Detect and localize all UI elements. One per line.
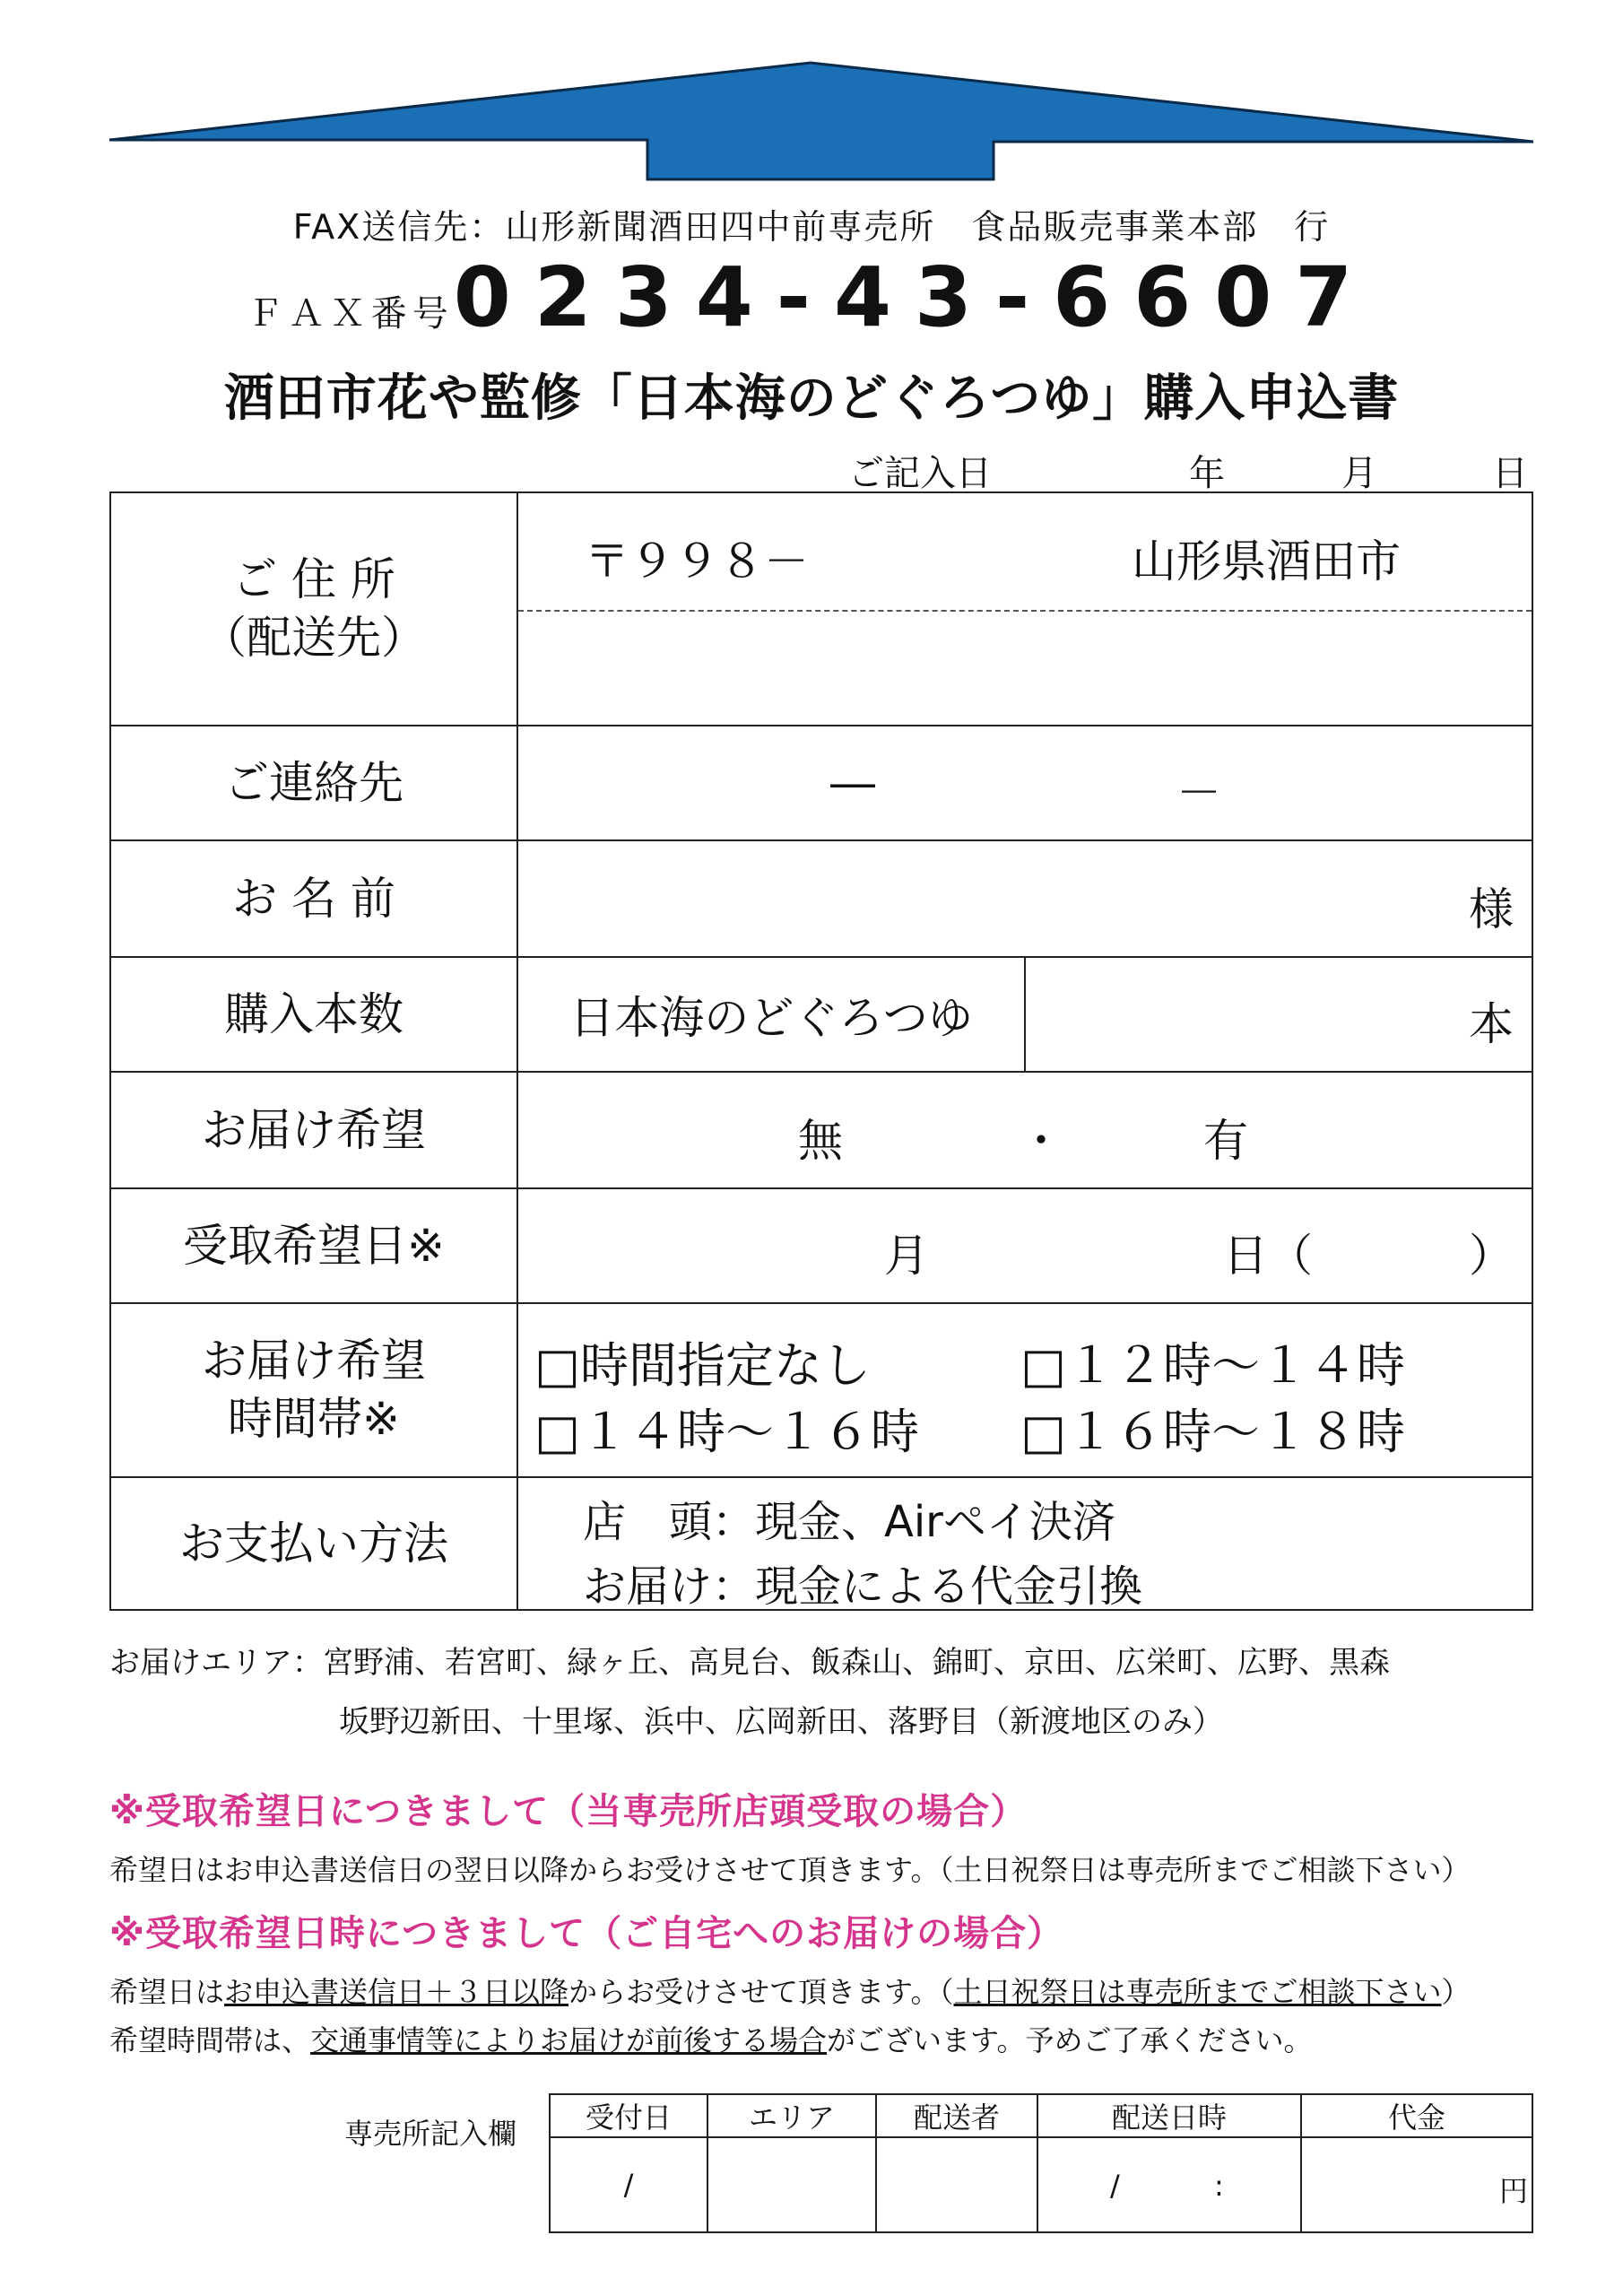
office-delivery-colon: :: [1214, 2169, 1224, 2203]
notice-text-time-a: 希望時間帯は、: [109, 2023, 311, 2057]
address-line-1[interactable]: [518, 493, 1532, 612]
office-delivery-slash: /: [1110, 2169, 1120, 2203]
quantity-unit: 本: [1469, 998, 1514, 1050]
delivery-separator: ・: [1019, 1115, 1063, 1167]
name-field[interactable]: [517, 840, 1532, 957]
fax-destination: FAX送信先：山形新聞酒田四中前専売所 食品販売事業本部 行: [292, 207, 1331, 247]
name-label: お 名 前: [110, 840, 517, 957]
date-year: 年: [1189, 453, 1225, 494]
quantity-label: 購入本数: [110, 957, 517, 1072]
office-price-field[interactable]: [1301, 2137, 1532, 2232]
notice-text-delivery-c: からお受けさせて頂きます。（: [568, 1975, 954, 2009]
address-label-line1: ご 住 所: [232, 553, 395, 605]
quantity-field[interactable]: [1025, 957, 1532, 1072]
office-delivery-datetime-field[interactable]: [1037, 2137, 1301, 2232]
payment-row: [110, 1477, 1532, 1610]
delivery-choice[interactable]: [517, 1072, 1532, 1188]
page-title: 酒田市花や監修「日本海のどぐろつゆ」購入申込書: [223, 370, 1400, 428]
office-header-delivery-datetime: 配送日時: [1037, 2094, 1301, 2137]
notice-text-delivery-e: ）: [1441, 1975, 1471, 2009]
contact-label: ご連絡先: [110, 726, 517, 840]
contact-row: [110, 726, 1532, 840]
application-form-table: [109, 491, 1533, 1611]
office-header-received-date: 受付日: [550, 2094, 707, 2137]
pickup-close-paren: ）: [1469, 1230, 1514, 1282]
payment-methods: [517, 1477, 1532, 1610]
fax-number-label: ＦＡＸ番号: [247, 293, 454, 335]
fax-number: 0234-43-6607: [453, 249, 1376, 345]
delivery-row: [110, 1072, 1532, 1188]
contact-field[interactable]: [517, 726, 1532, 840]
office-received-slash: /: [623, 2168, 634, 2202]
delivery-area-line2: 坂野辺新田、十里塚、浜中、広岡新田、落野目（新渡地区のみ）: [339, 1704, 1223, 1740]
office-yen-unit: 円: [1498, 2174, 1528, 2208]
delivery-option-no[interactable]: 無: [798, 1115, 843, 1167]
office-area-field[interactable]: [707, 2137, 876, 2232]
name-suffix: 様: [1469, 883, 1514, 935]
notice-heading-delivery: ※受取希望日時につきまして（ご自宅へのお届けの場合）: [109, 1913, 1064, 1954]
time-label-line1: お届け希望: [202, 1335, 426, 1387]
pickup-date-field[interactable]: [517, 1188, 1532, 1303]
office-header-row: [550, 2094, 1532, 2137]
office-header-deliverer: 配送者: [876, 2094, 1037, 2137]
notice-text-delivery-d: 土日祝祭日は専売所までご相談下さい: [953, 1975, 1442, 2009]
pickup-date-label: 受取希望日※: [110, 1188, 517, 1303]
notice-heading-pickup: ※受取希望日につきまして（当専売所店頭受取の場合）: [109, 1791, 1028, 1832]
delivery-area-line1: お届けエリア：宮野浦、若宮町、緑ヶ丘、高見台、飯森山、錦町、京田、広栄町、広野、黒森: [109, 1645, 1390, 1681]
pickup-month-label: 月: [884, 1230, 929, 1282]
office-value-row: [550, 2137, 1532, 2232]
postal-prefix: 〒９９８－: [585, 535, 809, 587]
address-row: [110, 492, 1532, 726]
pickup-date-row: [110, 1188, 1532, 1303]
time-option-16-18[interactable]: □１６時～１８時: [1020, 1404, 1406, 1460]
product-name: 日本海のどぐろつゆ: [517, 957, 1025, 1072]
delivery-option-yes[interactable]: 有: [1203, 1115, 1248, 1167]
contact-dash-2: －: [1176, 767, 1221, 819]
time-option-none[interactable]: □時間指定なし: [534, 1337, 872, 1394]
address-label: [110, 492, 517, 726]
notice-text-delivery-a: 希望日は: [109, 1975, 225, 2009]
office-use-table: [549, 2093, 1533, 2233]
time-row: [110, 1303, 1532, 1477]
notice-text-time: [109, 2018, 1312, 2059]
name-row: [110, 840, 1532, 957]
office-header-area: エリア: [707, 2094, 876, 2137]
office-deliverer-field[interactable]: [876, 2137, 1037, 2232]
time-option-14-16[interactable]: □１４時～１６時: [534, 1404, 920, 1460]
office-received-date-field[interactable]: [550, 2137, 707, 2232]
office-header-price: 代金: [1301, 2094, 1532, 2137]
time-label: [110, 1303, 517, 1477]
pickup-day-label: 日（: [1223, 1230, 1313, 1282]
prefecture-city: 山形県酒田市: [1132, 535, 1401, 587]
notice-text-pickup: 希望日はお申込書送信日の翌日以降からお受けさせて頂きます。（土日祝祭日は専売所までご相談下さい）: [109, 1853, 1471, 1887]
notice-text-time-c: がございます。予めご了承ください。: [827, 2023, 1313, 2057]
address-label-line2: （配送先）: [202, 612, 426, 664]
notice-text-time-b: 交通事情等によりお届けが前後する場合: [310, 2023, 828, 2057]
payment-store: 店 頭：現金、Airペイ決済: [583, 1497, 1115, 1547]
fax-number-row: [0, 249, 1623, 345]
time-option-12-14[interactable]: □１２時～１４時: [1020, 1337, 1406, 1394]
notice-text-delivery-b: お申込書送信日＋３日以降: [224, 1975, 569, 2009]
delivery-label: お届け希望: [110, 1072, 517, 1188]
address-line-2[interactable]: [518, 612, 1532, 725]
date-label: ご記入日: [848, 453, 992, 494]
notice-text-delivery: [109, 1970, 1471, 2011]
office-use-label: 専売所記入欄: [344, 2117, 517, 2151]
payment-delivery: お届け：現金による代金引換: [583, 1561, 1143, 1612]
date-day: 日: [1492, 453, 1528, 494]
quantity-row: [110, 957, 1532, 1072]
address-field[interactable]: [517, 492, 1532, 726]
date-month: 月: [1341, 453, 1377, 494]
time-label-line2: 時間帯※: [228, 1393, 400, 1445]
time-options: [517, 1303, 1532, 1477]
payment-label: お支払い方法: [110, 1477, 517, 1610]
contact-dash-1: ―: [830, 757, 875, 809]
header-arrow-graphic: [0, 0, 1623, 188]
